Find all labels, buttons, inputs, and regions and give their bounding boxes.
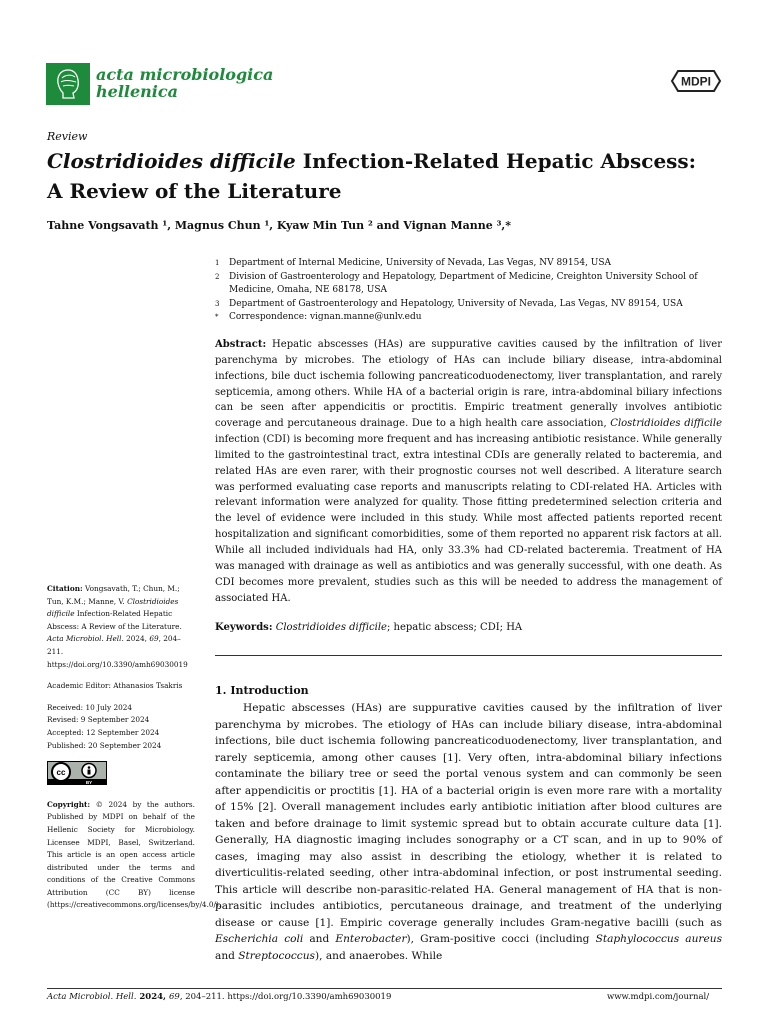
- footer-divider: [47, 988, 722, 989]
- title-line2: A Review of the Literature: [47, 179, 342, 203]
- citation-year: 2024,: [123, 634, 150, 644]
- abstract: [215, 337, 722, 606]
- footer-volume: 69: [168, 992, 180, 1002]
- species-name: Escherichia coli: [215, 933, 304, 945]
- journal-name-line2: hellenica: [96, 82, 178, 101]
- svg-text:BY: BY: [85, 779, 93, 785]
- citation: [47, 583, 195, 671]
- paragraph-text: and: [215, 949, 239, 962]
- journal-name-line1: acta microbiologica: [96, 65, 274, 84]
- article-type: Review: [47, 130, 88, 143]
- paragraph-text: ), Gram-positive cocci (including: [406, 933, 596, 945]
- keyword-italic: Clostridioides difficile: [275, 622, 387, 633]
- academic-editor: Academic Editor: Athanasios Tsakris: [47, 681, 183, 691]
- journal-logo: [46, 63, 90, 105]
- journal-name: [96, 66, 273, 100]
- title-rest: Infection-Related Hepatic Abscess:: [295, 149, 697, 173]
- abstract-text: Hepatic abscesses (HAs) are suppurative cavities caused by the infiltration of liver parenchyma by microbes. The etiology of HAs can include biliary disease, intra-abdominal infections, bile duct ischemia following pancreaticoduodenectomy, liver transplantation, and rarely septicemia, among others. While HA of a bacterial origin is rare, intra-abdominal biliary infections can be seen after appendicitis or proctitis. Empiric treatment generally involves antibiotic coverage and percutaneous drainage. Due to a high health care association,: [215, 339, 722, 430]
- citation-italic: Clostridioides difficile: [47, 596, 179, 619]
- abstract-label: Abstract:: [215, 339, 267, 350]
- introduction-body: [215, 700, 722, 964]
- citation-text: Infection-Related Hepatic Abscess: A Review of the Literature.: [47, 609, 182, 631]
- paragraph-text: Hepatic abscesses (HAs) are suppurative cavities caused by the infiltration of liver parenchyma by microbes. The etiology of HAs can include biliary disease, intra-abdominal infections, bile duct ischemia following pancreaticoduodenectomy, liver transplantation, and rarely septicemia, among other causes [1]. Very often, intra-abdominal biliary infections contaminate the biliary tree or seed the portal venous system and can commonly be seen after appendicitis or proctitis [1]. HA of a bacterial origin is even more rare with a mortality of 15% [2]. Overall management includes early antibiotic initiation after blood cultures are taken and before drainage to limit systemic spread but to obtain accurate culture data [1]. Generally, HA diagnostic imaging includes sonography or a CT scan, and in up to 90% of cases, imaging may also assist in describing the etiology, whether it is related to diverticulitis-related seeding, other intra-abdominal infection, or post instrumental seeding. This article will describe non-parasitic-related HA. General management of HA that is non-parasitic includes antibiotics, percutaneous drainage, and treatment of the underlying disease or cause [1]. Empiric coverage generally includes Gram-negative bacilli (such as: [215, 702, 722, 929]
- affiliation-text: Division of Gastroenterology and Hepatology, Department of Medicine, Creighton University School of Medicine, Omaha, NE 68178, USA: [229, 271, 698, 295]
- copyright-notice: [47, 799, 222, 912]
- affiliation-text: Department of Internal Medicine, University of Nevada, Las Vegas, NV 89154, USA: [229, 258, 612, 268]
- citation-journal: Acta Microbiol. Hell.: [47, 634, 124, 644]
- received-date: Received: 10 July 2024: [47, 702, 133, 712]
- accepted-date: Accepted: 12 September 2024: [47, 727, 160, 737]
- keywords: [215, 622, 722, 633]
- svg-text:cc: cc: [56, 768, 66, 778]
- copyright-text: © 2024 by the authors. Published by MDPI on behalf of the Hellenic Society for Microbiology. Licensee MDPI, Basel, Switzerland. This article is an open access article distributed under the terms and conditions of the Creative Commons Attribution (CC BY) license (https://creativecommons.org/licenses/by/4.0/).: [47, 799, 222, 910]
- affiliation-text: Department of Gastroenterology and Hepatology, University of Nevada, Las Vegas, NV 89154, USA: [229, 298, 683, 309]
- paragraph-text: ), and anaerobes. While: [315, 949, 443, 962]
- footer-doi-link[interactable]: , 204–211. https://doi.org/10.3390/amh69030019: [179, 992, 392, 1002]
- mdpi-logo: [668, 68, 724, 94]
- affiliation-item: [215, 298, 725, 312]
- citation-text: Vongsavath, T.; Chun, M.; Tun, K.M.; Manne, V.: [47, 584, 180, 606]
- footer-journal-url[interactable]: www.mdpi.com/journal/: [607, 992, 710, 1002]
- keywords-label: Keywords:: [215, 622, 273, 633]
- paragraph: [215, 700, 722, 964]
- footer-journal: Acta Microbiol. Hell.: [47, 992, 137, 1002]
- correspondence: [215, 311, 725, 325]
- revised-date: Revised: 9 September 2024: [47, 715, 150, 725]
- published-date: Published: 20 September 2024: [47, 740, 162, 750]
- correspondence-text[interactable]: Correspondence: vignan.manne@unlv.edu: [229, 312, 422, 322]
- abstract-text: infection (CDI) is becoming more frequent and has increasing antibiotic resistance. While generally limited to the gastrointestinal tract, extra intestinal CDIs are generally related to bacteremia, and related HAs are even rarer, with their prognostic courses not well described. A literature search was performed evaluating case reports and manuscripts relating to CDI-related HA. Articles with relevant information were analyzed for quality. Those fitting predetermined selection criteria and the level of evidence were included in this study. While most affected patients reported recent hospitalization and significant comorbidities, some of them reported no apparent risk factors at all. While all included individuals had HA, only 33.3% had CD-related bacteremia. Treatment of HA was managed with drainage as well as antibiotics and was generally successful, with one death. As CDI becomes more prevalent, studies such as this will be needed to address the management of associated HA.: [215, 434, 722, 604]
- affiliation-number: 2: [215, 272, 220, 281]
- species-name: Streptococcus: [238, 949, 315, 962]
- abstract-italic: Clostridioides difficile: [610, 418, 722, 430]
- affiliation-item: [215, 271, 725, 298]
- citation-doi-link[interactable]: , 204–211. https://doi.org/10.3390/amh69030019: [47, 634, 188, 669]
- affiliation-number: 3: [215, 299, 220, 308]
- species-name: Enterobacter: [335, 933, 407, 945]
- article-title: [47, 146, 727, 206]
- species-name: Staphylococcus aureus: [595, 933, 723, 945]
- footer-year: 2024,: [136, 992, 169, 1002]
- affiliation-number: 1: [215, 259, 220, 267]
- title-italic-part: Clostridioides difficile: [47, 149, 296, 173]
- correspondence-marker: *: [215, 313, 219, 321]
- copyright-label: Copyright:: [47, 799, 91, 809]
- cc-by-license-icon[interactable]: [47, 761, 107, 785]
- paragraph-text: and: [303, 933, 336, 945]
- affiliation-item: [215, 257, 725, 271]
- profile-head-icon: [54, 68, 82, 100]
- author-list: Tahne Vongsavath ¹, Magnus Chun ¹, Kyaw Min Tun ² and Vignan Manne ³,*: [47, 219, 511, 232]
- mdpi-logo-text: MDPI: [681, 74, 711, 89]
- citation-volume: 69: [149, 634, 159, 644]
- footer-citation: [47, 992, 391, 1002]
- sidebar: [47, 583, 222, 912]
- citation-label: Citation:: [47, 584, 83, 593]
- keywords-rest: ; hepatic abscess; CDI; HA: [386, 622, 523, 633]
- affiliations: [215, 257, 725, 325]
- section-divider: [215, 655, 722, 656]
- section-heading: 1. Introduction: [215, 684, 309, 697]
